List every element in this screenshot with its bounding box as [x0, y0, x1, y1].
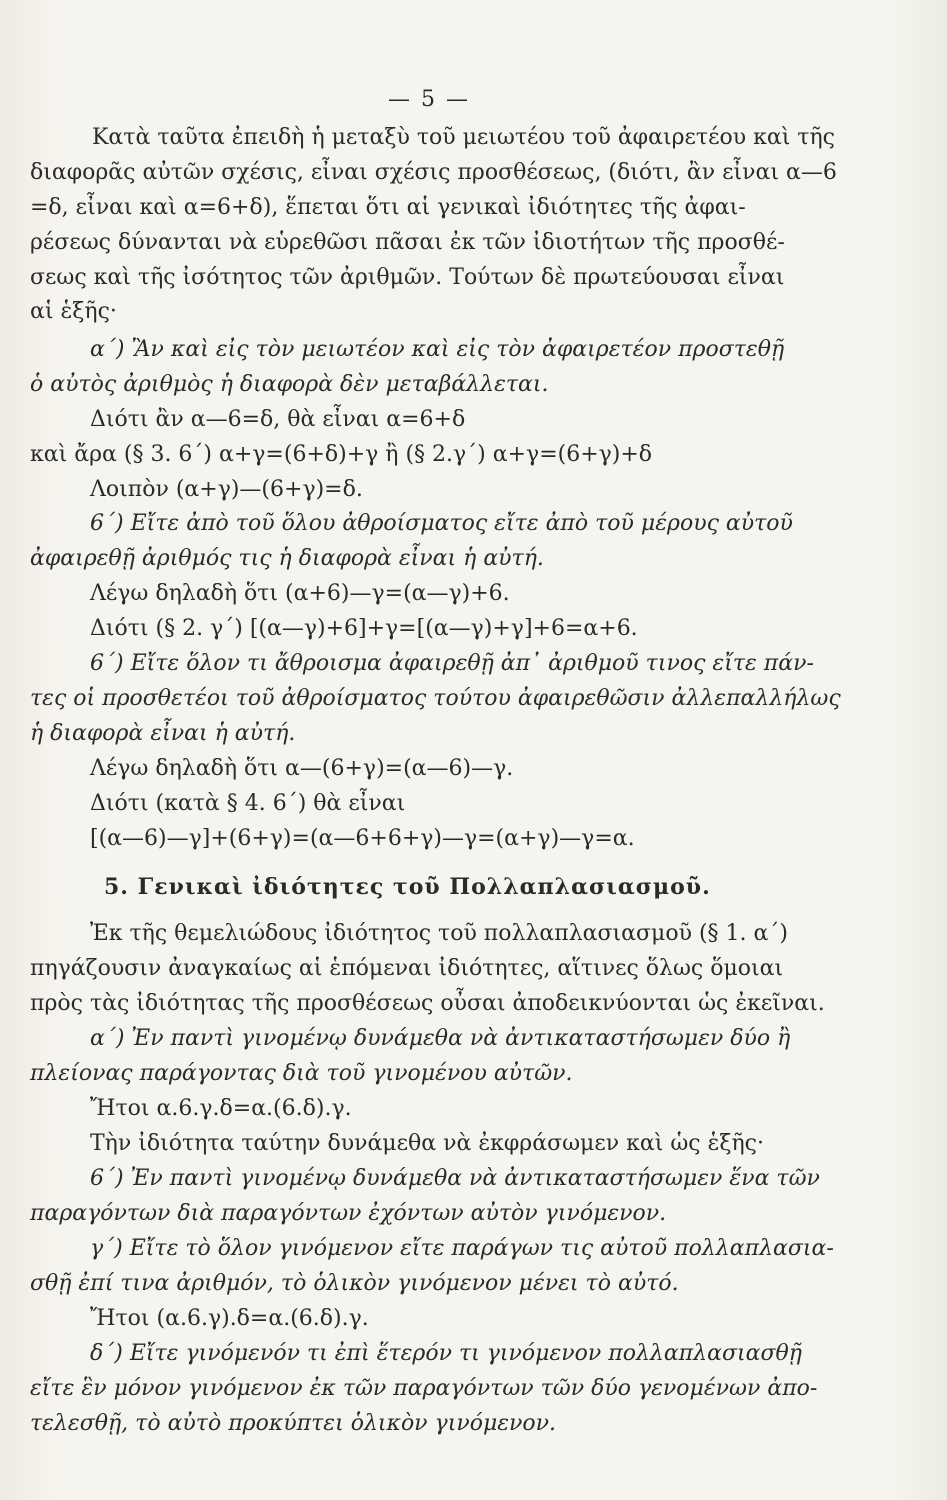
formula-line: Λέγω δηλαδὴ ὅτι (α+6)—γ=(α—γ)+6.: [90, 581, 510, 606]
formula-line: καὶ ἄρα (§ 3. 6΄) α+γ=(6+δ)+γ ἢ (§ 2.γ΄) α+γ=(6+γ)+δ: [30, 442, 653, 467]
text-line: πηγάζουσιν ἀναγκαίως αἱ ἑπόμεναι ἰδιότητες, αἵτινες ὅλως ὅμοιαι: [30, 956, 784, 981]
rule-beta-2-cont: ἡ διαφορὰ εἶναι ἡ αὐτή.: [30, 721, 296, 746]
rule-alpha: α΄) Ἂν καὶ εἰς τὸν μειωτέον καὶ εἰς τὸν ἀφαιρετέον προστεθῇ: [90, 337, 785, 362]
rule-mult-alpha: α΄) Ἐν παντὶ γινομένῳ δυνάμεθα νὰ ἀντικαταστήσωμεν δύο ἢ: [90, 1026, 791, 1051]
rule-mult-delta-cont: τελεσθῇ, τὸ αὐτὸ προκύπτει ὁλικὸν γινόμενον.: [30, 1411, 557, 1436]
rule-beta-2: 6΄) Εἴτε ὅλον τι ἄθροισμα ἀφαιρεθῇ ἀπ᾽ ἀριθμοῦ τινος εἴτε πάν-: [90, 651, 814, 676]
text-line: Διότι ἂν α—6=δ, θὰ εἶναι α=6+δ: [90, 407, 466, 432]
rule-mult-delta: δ΄) Εἴτε γινόμενόν τι ἐπὶ ἕτερόν τι γινόμενον πολλαπλασιασθῇ: [90, 1341, 802, 1366]
rule-mult-alpha-cont: πλείονας παράγοντας διὰ τοῦ γινομένου αὐτῶν.: [30, 1061, 573, 1086]
rule-beta-cont: ἀφαιρεθῇ ἀριθμός τις ἡ διαφορὰ εἶναι ἡ αὐτή.: [30, 546, 544, 571]
formula-line: [(α—6)—γ]+(6+γ)=(α—6+6+γ)—γ=(α+γ)—γ=α.: [90, 826, 635, 851]
text-line: Ἐκ τῆς θεμελιώδους ἰδιότητος τοῦ πολλαπλασιασμοῦ (§ 1. α΄): [90, 921, 788, 946]
page-number: — 5 —: [388, 87, 470, 112]
text-line: αἱ ἑξῆς·: [30, 299, 117, 324]
formula-line: Ἤτοι (α.6.γ).δ=α.(6.δ).γ.: [90, 1306, 369, 1331]
formula-line: Λέγω δηλαδὴ ὅτι α—(6+γ)=(α—6)—γ.: [90, 756, 514, 781]
text-line: ρέσεως δύνανται νὰ εὑρεθῶσι πᾶσαι ἐκ τῶν ἰδιοτήτων τῆς προσθέ-: [30, 230, 785, 255]
section-heading: 5. Γενικαὶ ἰδιότητες τοῦ Πολλαπλασιασμοῦ.: [104, 874, 711, 900]
text-line: διαφορᾶς αὐτῶν σχέσις, εἶναι σχέσις προσθέσεως, (διότι, ἂν εἶναι α—6: [30, 160, 837, 185]
text-line: Τὴν ἰδιότητα ταύτην δυνάμεθα νὰ ἐκφράσωμεν καὶ ὡς ἑξῆς·: [90, 1131, 764, 1156]
rule-mult-gamma: γ΄) Εἴτε τὸ ὅλον γινόμενον εἴτε παράγων τις αὐτοῦ πολλαπλασια-: [90, 1236, 834, 1261]
rule-mult-delta-cont: εἴτε ἓν μόνον γινόμενον ἐκ τῶν παραγόντων τῶν δύο γενομένων ἀπο-: [30, 1376, 818, 1401]
formula-line: Διότι (§ 2. γ΄) [(α—γ)+6]+γ=[(α—γ)+γ]+6=α+6.: [90, 616, 638, 641]
rule-mult-beta: 6΄) Ἐν παντὶ γινομένῳ δυνάμεθα νὰ ἀντικαταστήσωμεν ἕνα τῶν: [90, 1166, 820, 1191]
rule-mult-beta-cont: παραγόντων διὰ παραγόντων ἐχόντων αὐτὸν γινόμενον.: [30, 1201, 667, 1226]
rule-mult-gamma-cont: σθῇ ἐπί τινα ἀριθμόν, τὸ ὁλικὸν γινόμενον μένει τὸ αὐτό.: [30, 1271, 679, 1296]
formula-line: Ἤτοι α.6.γ.δ=α.(6.δ).γ.: [90, 1096, 352, 1121]
text-line: =δ, εἶναι καὶ α=6+δ), ἕπεται ὅτι αἱ γενικαὶ ἰδιότητες τῆς ἀφαι-: [30, 195, 746, 220]
rule-alpha-cont: ὁ αὐτὸς ἀριθμὸς ἡ διαφορὰ δὲν μεταβάλλεται.: [30, 372, 549, 397]
text-line: Διότι (κατὰ § 4. 6΄) θὰ εἶναι: [90, 791, 406, 816]
text-line: Κατὰ ταῦτα ἐπειδὴ ἡ μεταξὺ τοῦ μειωτέου τοῦ ἀφαιρετέου καὶ τῆς: [92, 125, 835, 150]
rule-beta-2-cont: τες οἱ προσθετέοι τοῦ ἀθροίσματος τούτου ἀφαιρεθῶσιν ἀλλεπαλλήλως: [30, 686, 841, 711]
formula-line: Λοιπὸν (α+γ)—(6+γ)=δ.: [90, 477, 363, 502]
text-line: σεως καὶ τῆς ἰσότητος τῶν ἀριθμῶν. Τούτων δὲ πρωτεύουσαι εἶναι: [30, 265, 785, 290]
text-line: πρὸς τὰς ἰδιότητας τῆς προσθέσεως οὖσαι ἀποδεικνύονται ὡς ἐκεῖναι.: [30, 991, 825, 1016]
rule-beta: 6΄) Εἴτε ἀπὸ τοῦ ὅλου ἀθροίσματος εἴτε ἀπὸ τοῦ μέρους αὐτοῦ: [90, 511, 793, 536]
